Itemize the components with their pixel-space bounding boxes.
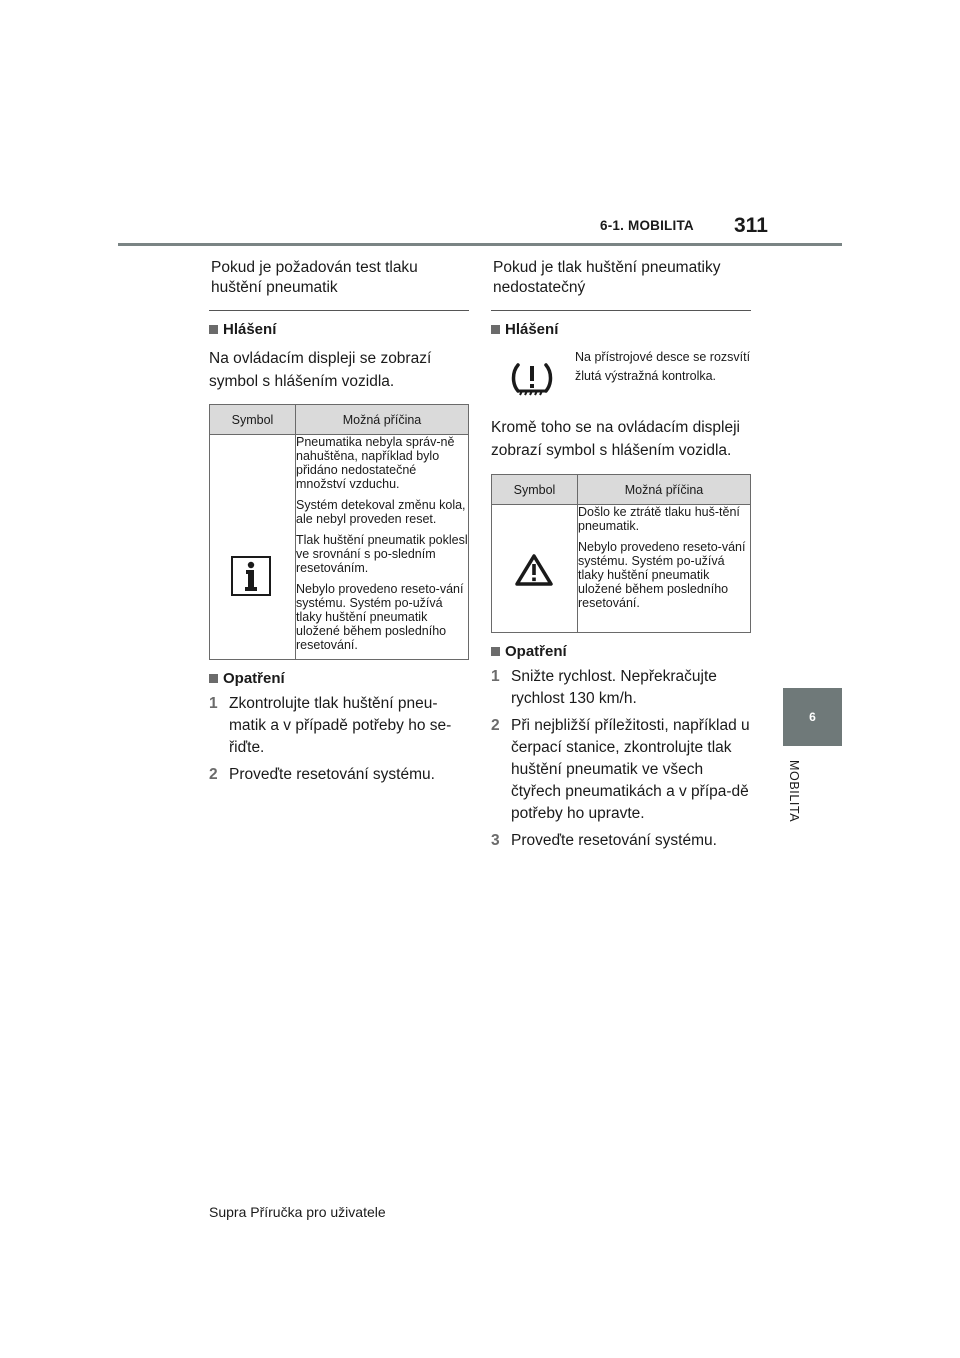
step-number: 2 bbox=[209, 766, 218, 783]
right-column bbox=[491, 258, 751, 852]
warning-lamp-icon-wrap bbox=[491, 348, 575, 412]
header-rule bbox=[118, 243, 842, 246]
step-item bbox=[209, 693, 469, 759]
table-header-cause: Možná příčina bbox=[296, 405, 469, 435]
cause-item: Nebylo provedeno reseto-vání systému. Systém po-užívá tlaky huštění pneumatik uložené během posledního resetování. bbox=[578, 540, 746, 610]
bullet-square-icon bbox=[209, 674, 218, 683]
message-heading-text: Hlášení bbox=[223, 321, 277, 338]
bullet-square-icon bbox=[491, 647, 500, 656]
message-heading-text: Hlášení bbox=[505, 321, 559, 338]
step-text: Snižte rychlost. Nepřekračujte rychlost 130 km/h. bbox=[511, 668, 717, 707]
step-text: Při nejbližší příležitosti, například u čerpací stanice, zkontrolujte tlak huštění pneumatik ve všech čtyřech pneumatikách a v přípa-dě potřeby ho upravte. bbox=[511, 717, 750, 822]
step-list bbox=[209, 693, 469, 786]
chapter-number: 6 bbox=[809, 710, 816, 724]
message-heading bbox=[209, 321, 469, 338]
condition-heading: Pokud je tlak huštění pneumatiky nedostatečný bbox=[491, 258, 751, 311]
action-heading-text: Opatření bbox=[223, 670, 285, 687]
cause-item: Nebylo provedeno reseto-vání systému. Systém po-užívá tlaky huštění pneumatik uložené během posledního resetování. bbox=[296, 582, 464, 652]
message-text: Kromě toho se na ovládacím displeji zobrazí symbol s hlášením vozidla. bbox=[491, 419, 740, 459]
footer-text: Supra Příručka pro uživatele bbox=[209, 1204, 386, 1220]
tire-pressure-warning-icon bbox=[509, 360, 555, 400]
warning-lamp-text: Na přístrojové desce se rozsvítí žlutá výstražná kontrolka. bbox=[575, 350, 751, 383]
cause-cell bbox=[296, 435, 469, 660]
bullet-square-icon bbox=[491, 325, 500, 334]
action-heading-text: Opatření bbox=[505, 643, 567, 660]
chapter-label: MOBILITA bbox=[787, 760, 801, 823]
step-item bbox=[491, 830, 751, 852]
step-number: 1 bbox=[491, 668, 500, 685]
cause-cell bbox=[578, 505, 751, 633]
step-number: 1 bbox=[209, 695, 218, 712]
step-text: Proveďte resetování systému. bbox=[511, 832, 717, 849]
step-text: Proveďte resetování systému. bbox=[229, 766, 435, 783]
action-heading bbox=[491, 643, 751, 660]
info-icon bbox=[231, 556, 271, 596]
chapter-label-wrap bbox=[781, 760, 807, 832]
message-heading bbox=[491, 321, 751, 338]
page-number: 311 bbox=[734, 214, 768, 237]
symbol-cell bbox=[210, 435, 296, 660]
condition-heading: Pokud je požadován test tlaku huštění pneumatik bbox=[209, 258, 469, 311]
step-list bbox=[491, 666, 751, 852]
step-number: 2 bbox=[491, 717, 500, 734]
action-heading bbox=[209, 670, 469, 687]
warning-triangle-icon bbox=[514, 553, 554, 587]
step-item bbox=[491, 715, 751, 825]
table-header-cause: Možná příčina bbox=[578, 475, 751, 505]
step-item bbox=[491, 666, 751, 710]
warning-lamp-row bbox=[491, 348, 751, 412]
cause-item: Došlo ke ztrátě tlaku huš-tění pneumatik. bbox=[578, 505, 740, 533]
step-item bbox=[209, 764, 469, 786]
symbol-cell bbox=[492, 505, 578, 633]
section-title: 6-1. MOBILITA bbox=[600, 218, 694, 233]
table-header-symbol: Symbol bbox=[210, 405, 296, 435]
symbol-cause-table bbox=[209, 404, 469, 660]
table-header-symbol: Symbol bbox=[492, 475, 578, 505]
cause-item: Pneumatika nebyla správ-ně nahuštěna, například bylo přidáno nedostatečné množství vzduchu. bbox=[296, 435, 455, 491]
bullet-square-icon bbox=[209, 325, 218, 334]
step-text: Zkontrolujte tlak huštění pneu-matik a v případě potřeby ho se-řiďte. bbox=[229, 695, 452, 756]
cause-item: Tlak huštění pneumatik poklesl ve srovnání s po-sledním resetováním. bbox=[296, 533, 468, 575]
cause-item: Systém detekoval změnu kola, ale nebyl proveden reset. bbox=[296, 498, 466, 526]
symbol-cause-table bbox=[491, 474, 751, 633]
step-number: 3 bbox=[491, 832, 500, 849]
chapter-tab bbox=[783, 688, 842, 746]
message-text: Na ovládacím displeji se zobrazí symbol s hlášením vozidla. bbox=[209, 350, 432, 390]
left-column bbox=[209, 258, 469, 786]
